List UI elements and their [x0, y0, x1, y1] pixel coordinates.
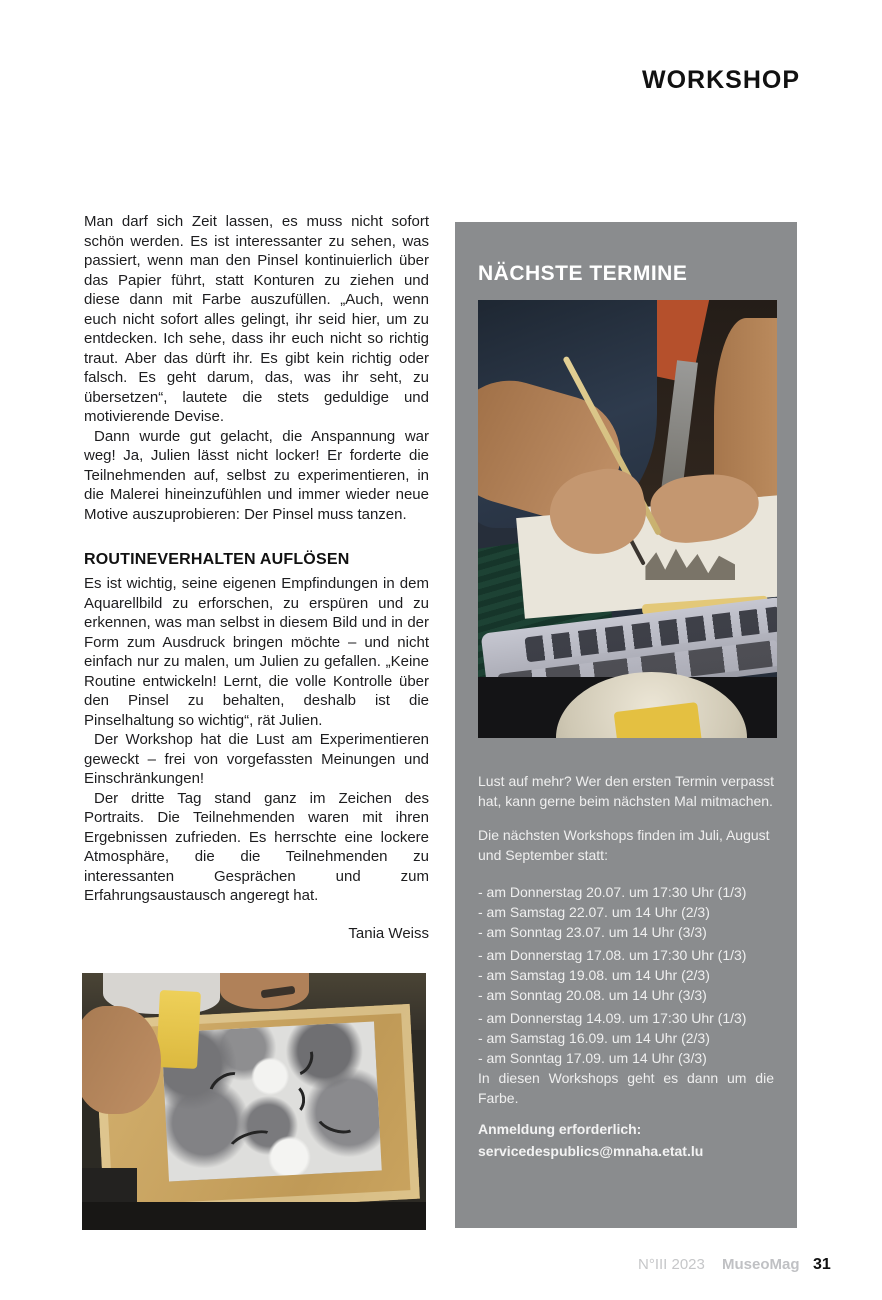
- brush-stroke-shape: [312, 1100, 362, 1139]
- brush-stroke-shape: [277, 1082, 305, 1115]
- date-group-august: [478, 945, 774, 1005]
- date-line: - am Donnerstag 20.07. um 17:30 Uhr (1/3): [478, 884, 747, 900]
- panel-outro: In diesen Workshops geht es dann um die Farbe.: [478, 1070, 774, 1106]
- article-paragraph: Der dritte Tag stand ganz im Zeichen des Portraits. Die Teilnehmenden waren mit ihren Ergebnissen zufrieden. Es herrschte eine lockere Atmosphäre, die die Teilnehmenden zu interessanten Gesprächen und zum Erfahrungsaustausch angeregt hat.: [84, 789, 429, 904]
- magazine-name: MuseoMag: [722, 1256, 800, 1273]
- author-byline: Tania Weiss: [348, 924, 429, 942]
- date-line: - am Donnerstag 14.09. um 17:30 Uhr (1/3): [478, 1010, 747, 1026]
- brush-stroke-shape: [276, 1036, 319, 1081]
- article-paragraph: Man darf sich Zeit lassen, es muss nicht sofort schön werden. Es ist interessanter zu sehen, was passiert, wenn man den Pinsel kontinuierlich über das Papier führt, statt Konturen zu ziehen und diese dann mit Farbe auszufüllen. „Auch, wenn euch nicht sofort alles gelingt, ihr seid hier, um zu entdecken. Ich sehe, dass ihr euch nicht so richtig traut. Aber das dürft ihr. Es gibt kein richtig oder falsch. Es geht darum, das, was ihr seht, zu übersetzen“, lautete die stets geduldige und motivierende Devise.: [84, 213, 429, 425]
- watercolor-workshop-photo: [478, 300, 777, 738]
- page-title: WORKSHOP: [642, 66, 800, 94]
- article-column: [84, 212, 429, 943]
- brush-stroke-shape: [224, 1125, 278, 1163]
- registration-email: servicedespublics@mnaha.etat.lu: [478, 1143, 704, 1159]
- date-line: - am Samstag 19.08. um 14 Uhr (2/3): [478, 967, 710, 983]
- sponge-shape: [156, 990, 201, 1069]
- registration-label: Anmeldung erforderlich:: [478, 1121, 642, 1137]
- panel-intro: Lust auf mehr? Wer den ersten Termin verpasst hat, kann gerne beim nächsten Mal mitmachen.: [478, 773, 774, 809]
- article-paragraph: Der Workshop hat die Lust am Experimentieren geweckt – frei von vorgefassten Meinungen und Einschränkungen!: [84, 731, 429, 787]
- panel-title: NÄCHSTE TERMINE: [478, 262, 688, 285]
- date-line: - am Samstag 16.09. um 14 Uhr (2/3): [478, 1030, 710, 1046]
- date-group-july: [478, 882, 774, 942]
- date-line: - am Sonntag 20.08. um 14 Uhr (3/3): [478, 987, 707, 1003]
- date-line: - am Donnerstag 17.08. um 17:30 Uhr (1/3): [478, 947, 747, 963]
- sponge-painting-photo: [82, 973, 426, 1230]
- article-paragraph: Dann wurde gut gelacht, die Anspannung war weg! Ja, Julien lässt nicht locker! Er forderte die Teilnehmenden auf, selbst zu experimentieren, in die Malerei hineinzufühlen und immer wieder neue Motive auszuprobieren: Der Pinsel muss tanzen.: [84, 427, 429, 523]
- table-shape: [82, 1202, 426, 1230]
- issue-label: N°III 2023: [638, 1256, 705, 1273]
- panel-schedule-lead: Die nächsten Workshops finden im Juli, August und September statt:: [478, 827, 770, 863]
- date-line: - am Samstag 22.07. um 14 Uhr (2/3): [478, 904, 710, 920]
- article-paragraph: Es ist wichtig, seine eigenen Empfindungen in dem Aquarellbild zu erforschen, zu erspüren und zu erkennen, was man selbst in diesem Bild und in der Form zum Ausdruck bringen möchte – und nicht einfach nur zu malen, um Julien zu gefallen. „Keine Routine entwickeln! Lernt, die volle Kontrolle über den Pinsel zu behalten, deshalb ist die Pinselhaltung so wichtig“, rät Julien.: [84, 575, 429, 729]
- date-line: - am Sonntag 17.09. um 14 Uhr (3/3): [478, 1050, 707, 1066]
- panel-text: [478, 771, 774, 1162]
- brush-stroke-shape: [202, 1065, 250, 1109]
- date-group-september: [478, 1008, 774, 1068]
- registration-block: [478, 1118, 774, 1162]
- section-heading: ROUTINEVERHALTEN AUFLÖSEN: [84, 551, 350, 568]
- date-line: - am Sonntag 23.07. um 14 Uhr (3/3): [478, 924, 707, 940]
- page-footer: [0, 1256, 882, 1280]
- page-number: 31: [813, 1256, 831, 1273]
